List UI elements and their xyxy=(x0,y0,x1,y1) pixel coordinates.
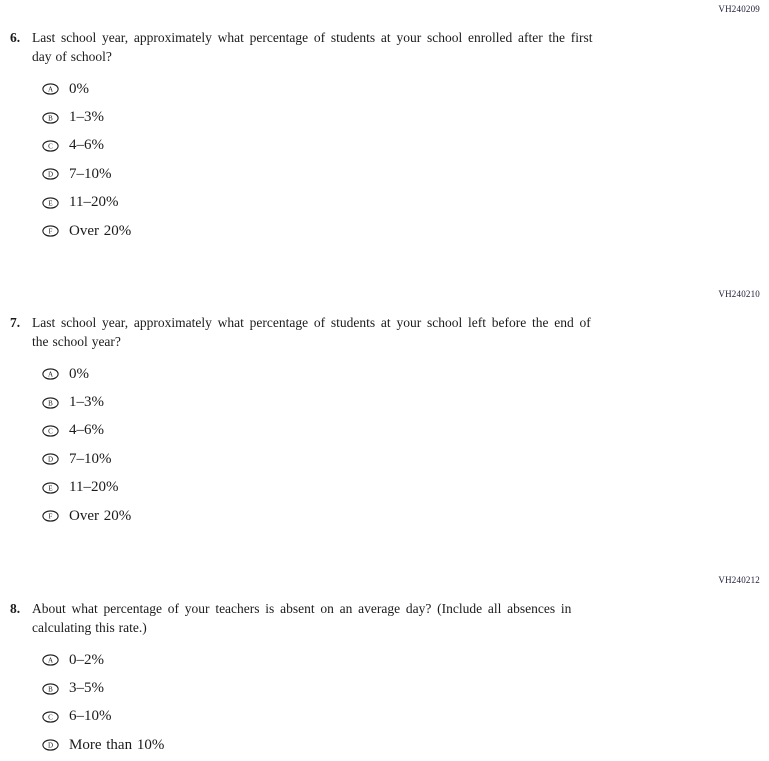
answer-bubble-icon[interactable] xyxy=(42,397,59,409)
bubble-letter: D xyxy=(47,741,54,750)
bubble-letter: C xyxy=(48,713,53,722)
answer-label: 4–6% xyxy=(69,422,104,439)
answer-option[interactable] xyxy=(42,388,769,416)
answer-bubble-icon[interactable] xyxy=(42,739,59,751)
question-7-section xyxy=(0,285,769,530)
question-text xyxy=(32,28,672,66)
answer-option[interactable] xyxy=(42,75,769,103)
answer-label: 7–10% xyxy=(69,450,112,467)
question-number: 6. xyxy=(10,30,21,45)
question-6-section xyxy=(0,0,769,245)
answer-bubble-icon[interactable] xyxy=(42,112,59,124)
answer-label: 0–2% xyxy=(69,651,104,668)
question-number: 8. xyxy=(10,601,21,616)
answer-label: 11–20% xyxy=(69,479,119,496)
question-stem xyxy=(10,313,769,351)
question-code: VH240212 xyxy=(718,575,760,585)
bubble-letter: E xyxy=(48,199,53,208)
answer-bubble-icon[interactable] xyxy=(42,197,59,209)
answer-option[interactable] xyxy=(42,502,769,530)
answer-bubble-icon[interactable] xyxy=(42,140,59,152)
bubble-letter: B xyxy=(48,398,53,407)
answer-option[interactable] xyxy=(42,445,769,473)
bubble-letter: B xyxy=(48,113,53,122)
answer-bubble-icon[interactable] xyxy=(42,225,59,237)
answer-option[interactable] xyxy=(42,360,769,388)
question-code: VH240210 xyxy=(718,289,760,299)
answer-label: 1–3% xyxy=(69,394,104,411)
answer-bubble-icon[interactable] xyxy=(42,453,59,465)
answer-option[interactable] xyxy=(42,160,769,188)
answer-option[interactable] xyxy=(42,189,769,217)
question-code: VH240209 xyxy=(718,4,760,14)
answer-bubble-icon[interactable] xyxy=(42,654,59,666)
answer-label: 11–20% xyxy=(69,194,119,211)
answer-option[interactable] xyxy=(42,646,769,674)
bubble-letter: C xyxy=(48,142,53,151)
question-stem xyxy=(10,28,769,66)
bubble-letter: E xyxy=(48,484,53,493)
answer-label: 4–6% xyxy=(69,137,104,154)
answer-bubble-icon[interactable] xyxy=(42,510,59,522)
answer-label: 7–10% xyxy=(69,165,112,182)
answer-option[interactable] xyxy=(42,703,769,731)
answer-options xyxy=(42,360,769,530)
answer-label: Over 20% xyxy=(69,222,132,239)
answer-option[interactable] xyxy=(42,474,769,502)
answer-label: Over 20% xyxy=(69,507,132,524)
question-8-section xyxy=(0,571,769,760)
answer-option[interactable] xyxy=(42,674,769,702)
bubble-letter: F xyxy=(48,512,53,521)
answer-label: 0% xyxy=(69,365,89,382)
question-text-line: Last school year, approximately what percentage of students at your school left before the end of xyxy=(32,315,591,330)
answer-bubble-icon[interactable] xyxy=(42,482,59,494)
answer-bubble-icon[interactable] xyxy=(42,711,59,723)
bubble-letter: D xyxy=(47,170,54,179)
answer-option[interactable] xyxy=(42,417,769,445)
question-text-line: the school year? xyxy=(32,334,121,349)
question-stem xyxy=(10,599,769,637)
answer-options xyxy=(42,646,769,760)
answer-option[interactable] xyxy=(42,731,769,759)
question-text-line: calculating this rate.) xyxy=(32,620,147,635)
question-text-line: Last school year, approximately what percentage of students at your school enrolled after the first xyxy=(32,30,593,45)
bubble-letter: A xyxy=(47,370,54,379)
question-text xyxy=(32,599,672,637)
question-number: 7. xyxy=(10,315,21,330)
answer-option[interactable] xyxy=(42,217,769,245)
answer-label: 6–10% xyxy=(69,708,112,725)
answer-label: 1–3% xyxy=(69,109,104,126)
answer-bubble-icon[interactable] xyxy=(42,425,59,437)
answer-label: 3–5% xyxy=(69,680,104,697)
bubble-letter: D xyxy=(47,455,54,464)
answer-options xyxy=(42,75,769,245)
bubble-letter: C xyxy=(48,427,53,436)
question-text-line: day of school? xyxy=(32,49,112,64)
question-text xyxy=(32,313,672,351)
bubble-letter: A xyxy=(47,656,54,665)
answer-bubble-icon[interactable] xyxy=(42,168,59,180)
answer-bubble-icon[interactable] xyxy=(42,683,59,695)
answer-bubble-icon[interactable] xyxy=(42,368,59,380)
bubble-letter: A xyxy=(47,85,54,94)
answer-label: More than 10% xyxy=(69,736,165,753)
question-text-line: About what percentage of your teachers is absent on an average day? (Include all absences in xyxy=(32,601,572,616)
bubble-letter: B xyxy=(48,684,53,693)
answer-label: 0% xyxy=(69,80,89,97)
answer-bubble-icon[interactable] xyxy=(42,83,59,95)
bubble-letter: F xyxy=(48,227,53,236)
answer-option[interactable] xyxy=(42,132,769,160)
answer-option[interactable] xyxy=(42,103,769,131)
